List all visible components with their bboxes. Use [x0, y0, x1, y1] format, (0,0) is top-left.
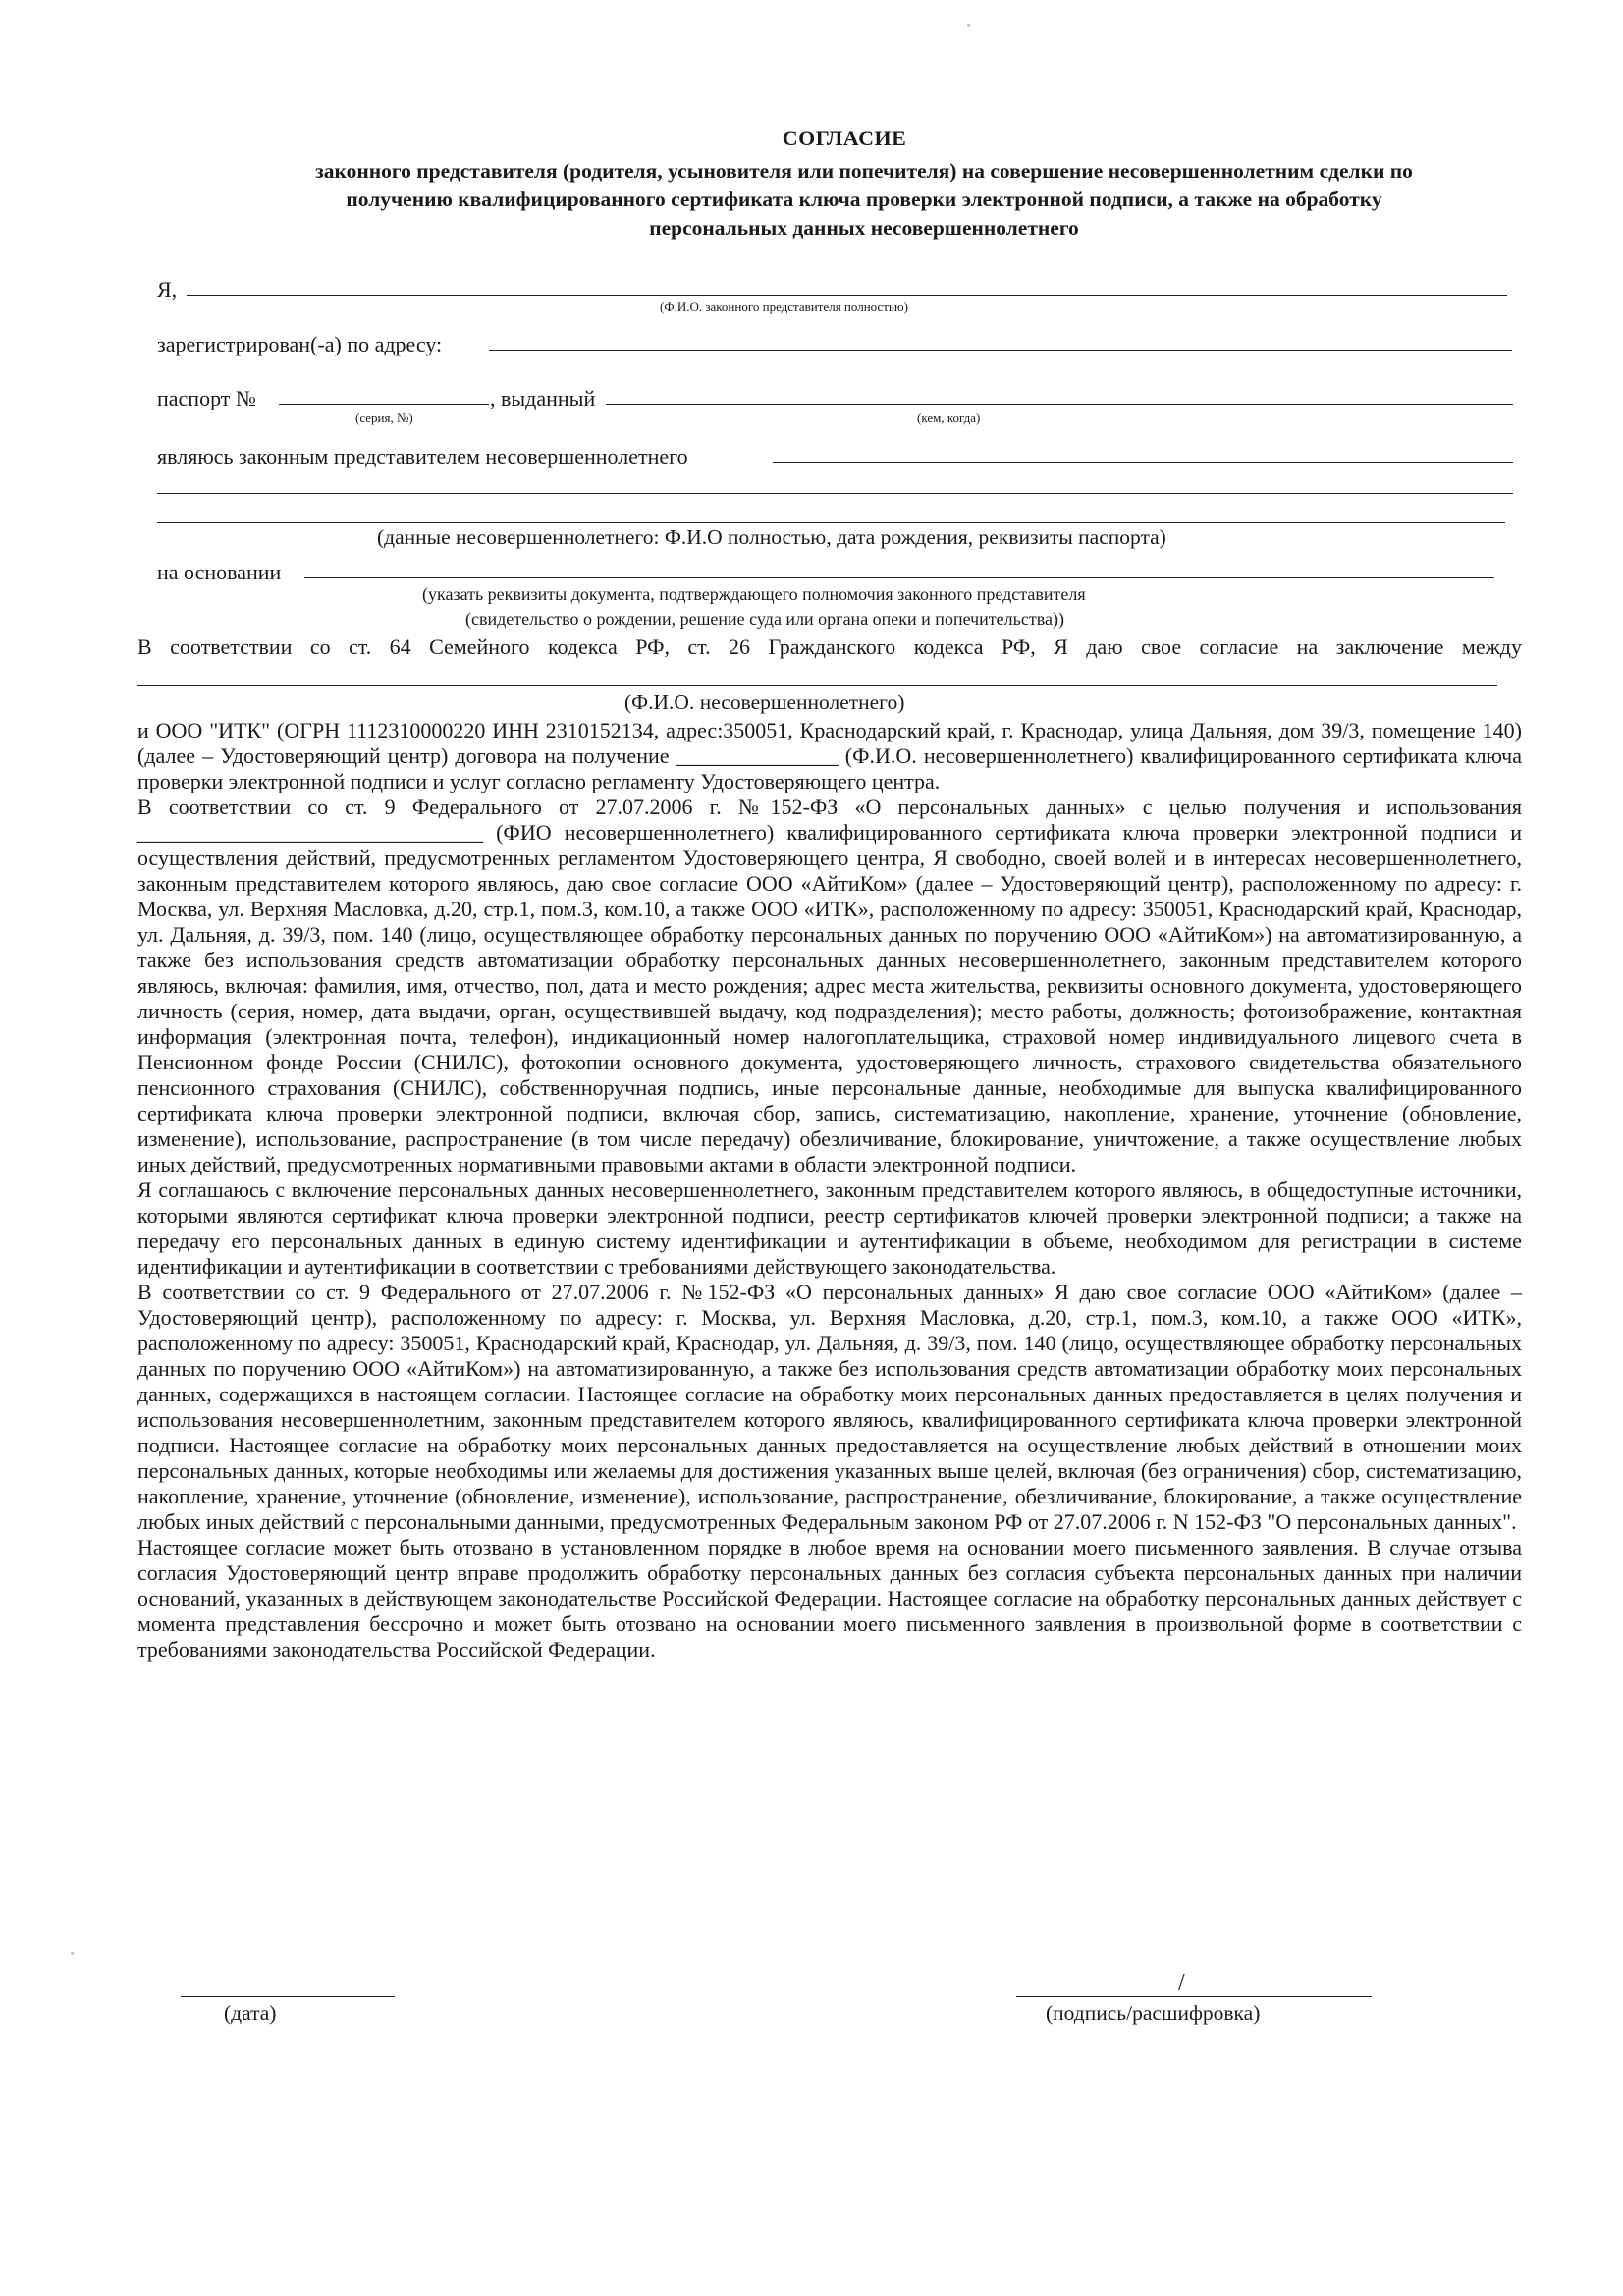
passport-label: паспорт № — [157, 386, 256, 410]
paragraph-own-data-processing: В соответствии со ст. 9 Федерального от 27.07.2006 г. №152-ФЗ «О персональных данных» Я даю свое согласие ООО «АйтиКом» (далее – Удостоверяющий центр), расположенному по адресу: г. Москва, ул. Верхняя Масловка, д.20, стр.1, пом.3, ком.10, а также ООО «ИТК», расположенному по адресу: 350051, Краснодарский край, Краснодар, ул. Дальняя, д. 39/3, пом. 140 (лицо, осуществляющее обработку персональных данных по поручению ООО «АйтиКом») на автоматизированную, а также без использования средств автоматизации обработку моих персональных данных, содержащихся в настоящем согласии. Настоящее согласие на обработку моих персональных данных предоставляется в целях получения и использования несовершеннолетним, законным представителем которого являюсь, квалифицированного сертификата ключа проверки электронной подписи. Настоящее согласие на обработку моих персональных данных предоставляется на осуществление любых действий в отношении моих персональных данных, которые необходимы или желаемы для достижения указанных выше целей, включая (без ограничения) сбор, систематизацию, накопление, хранение, уточнение (обновление, изменение), использование, распространение, обезличивание, блокирование, а также осуществление любых иных действий с персональными данными, предусмотренных Федеральным законом РФ от 27.07.2006 г. N 152-ФЗ "О персональных данных". — [137, 1280, 1522, 1534]
paragraph-minor-data-processing: В соответствии со ст. 9 Федерального от 27.07.2006 г. №152-ФЗ «О персональных данных» с целью получения и использования ________________________________ (ФИО несовершеннолетнего) квалифицированного сертификата ключа проверки электронной подписи и осуществления действий, предусмотренных регламентом Удостоверяющего центра, Я свободно, своей волей и в интересах несовершеннолетнего, законным представителем которого являюсь, даю свое согласие ООО «АйтиКом» (далее – Удостоверяющий центр), расположенному по адресу: г. Москва, ул. Верхняя Масловка, д.20, стр.1, пом.3, ком.10, а также ООО «ИТК», расположенному по адресу: 350051, Краснодарский край, Краснодар, ул. Дальняя, д. 39/3, пом. 140 (лицо, осуществляющее обработку персональных данных по поручению ООО «АйтиКом») на автоматизированную, а также без использования средств автоматизации обработку персональных данных несовершеннолетнего, законным представителем которого являюсь, включая: фамилия, имя, отчество, пол, дата и место рождения; адрес места жительства, реквизиты основного документа, удостоверяющего личность (серия, номер, дата выдачи, орган, осуществившей выдачу, код подразделения); место работы, должность; фотоизображение, контактная информация (электронная почта, телефон), индикационный номер налогоплательщика, страховой номер индивидуального лицевого счета в Пенсионном фонде России (СНИЛС), фотокопии основного документа, удостоверяющего личность, страхового свидетельства обязательного пенсионного страхования (СНИЛС), собственноручная подпись, иные персональные данные, необходимые для выпуска квалифицированного сертификата ключа проверки электронной подписи, включая сбор, запись, систематизацию, накопление, хранение, уточнение (обновление, изменение), использование, распространение (в том числе передачу) обезличивание, блокирование, уничтожение, а также осуществление любых иных действий, предусмотренных нормативными правовыми актами в области электронной подписи. — [137, 794, 1522, 1176]
scan-speck — [71, 1952, 74, 1955]
minor-name-field[interactable] — [137, 685, 1497, 686]
consent-body — [137, 718, 1522, 1663]
document-title: СОГЛАСИЕ — [782, 126, 907, 150]
passport-issued-field[interactable] — [606, 404, 1513, 405]
issued-caption: (кем, когда) — [917, 410, 981, 425]
signature-caption: (подпись/расшифровка) — [1046, 2001, 1261, 2025]
minor-data-field-3[interactable] — [157, 522, 1505, 523]
minor-data-field-2[interactable] — [157, 493, 1513, 494]
signature-field[interactable] — [1016, 1996, 1372, 1997]
minor-data-field-1[interactable] — [773, 462, 1513, 463]
minor-data-caption: (данные несовершеннолетнего: Ф.И.О полностью, дата рождения, реквизиты паспорта) — [377, 525, 1166, 549]
basis-caption-1: (указать реквизиты документа, подтверждающего полномочия законного представителя — [422, 584, 1086, 604]
scan-speck — [967, 24, 970, 27]
consent-intro: В соответствии со ст. 64 Семейного кодекса РФ, ст. 26 Гражданского кодекса РФ, Я даю свое согласие на заключение между — [137, 634, 1522, 659]
passport-number-field[interactable] — [279, 404, 489, 405]
representative-label: являюсь законным представителем несовершеннолетнего — [157, 444, 688, 468]
subtitle-line: законного представителя (родителя, усыновителя или попечителя) на совершение несовершеннолетним сделки по — [315, 159, 1413, 183]
signature-slash: / — [1178, 1970, 1185, 1995]
subtitle-line: персональных данных несовершеннолетнего — [649, 216, 1079, 240]
representative-name-field[interactable] — [187, 295, 1507, 296]
registered-label: зарегистрирован(-а) по адресу: — [157, 332, 443, 356]
subtitle-line: получению квалифицированного сертификата ключа проверки электронной подписи, а также на обработку — [346, 188, 1382, 211]
basis-caption-2: (свидетельство о рождении, решение суда или органа опеки и попечительства)) — [465, 609, 1064, 629]
paragraph-public-sources: Я соглашаюсь с включение персональных данных несовершеннолетнего, законным представителем которого являюсь, в общедоступные источники, которыми являются сертификат ключа проверки электронной подписи, реестр сертификатов ключей проверки электронной подписи; а также на передачу его персональных данных в единую систему идентификации и аутентификации в объеме, необходимом для регистрации в системе идентификации и аутентификации в соответствии с требованиями действующего законодательства. — [137, 1177, 1522, 1279]
document-subtitle — [206, 157, 1522, 243]
date-caption: (дата) — [224, 2001, 277, 2025]
paragraph-contract: и ООО "ИТК" (ОГРН 1112310000220 ИНН 2310152134, адрес:350051, Краснодарский край, г. Краснодар, улица Дальняя, дом 39/3, помещение 140) (далее – Удостоверяющий центр) договора на получение _______________ (Ф.И.О. несовершеннолетнего) квалифицированного сертификата ключа проверки электронной подписи и услуг согласно регламенту Удостоверяющего центра. — [137, 718, 1522, 793]
address-field[interactable] — [489, 350, 1512, 351]
passport-caption: (серия, №) — [355, 410, 413, 425]
basis-label: на основании — [157, 560, 282, 584]
minor-name-caption: (Ф.И.О. несовершеннолетнего) — [624, 690, 905, 714]
date-field[interactable] — [181, 1996, 395, 1997]
paragraph-revocation: Настоящее согласие может быть отозвано в установленном порядке в любое время на основании моего письменного заявления. В случае отзыва согласия Удостоверяющий центр вправе продолжить обработку персональных данных без согласия субъекта персональных данных при наличии оснований, указанных в действующем законодательстве Российской Федерации. Настоящее согласие на обработку персональных данных действует с момента представления бессрочно и может быть отозвано на основании моего письменного заявления в произвольной форме в соответствии с требованиями законодательства Российской Федерации. — [137, 1535, 1522, 1662]
representative-name-caption: (Ф.И.О. законного представителя полностью) — [660, 300, 908, 314]
issued-label: , выданный — [490, 386, 596, 410]
basis-field[interactable] — [304, 577, 1494, 578]
i-label: Я, — [157, 277, 178, 301]
